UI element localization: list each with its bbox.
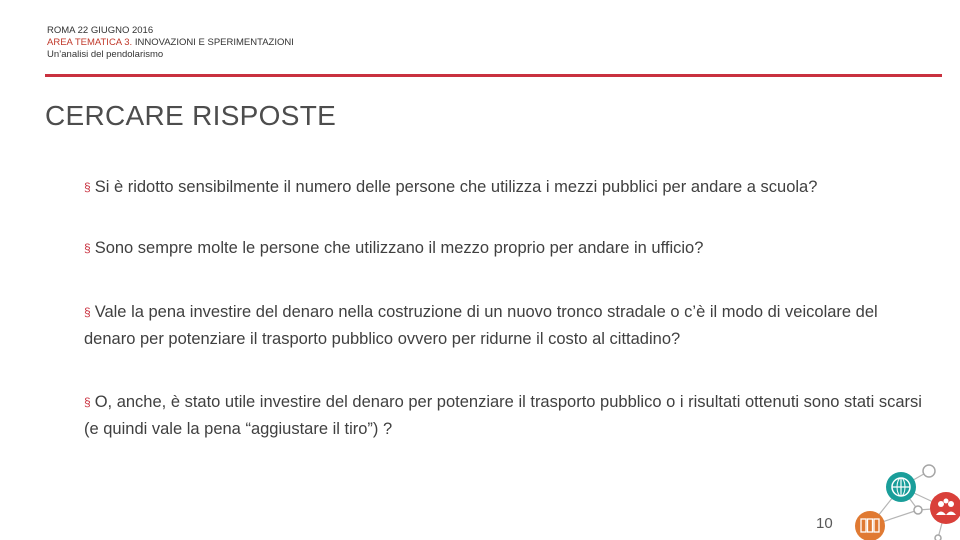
globe-icon	[886, 472, 916, 502]
slide-header	[47, 25, 294, 61]
bullet-marker: §	[84, 180, 91, 194]
bullet-item	[84, 389, 924, 442]
books-icon	[855, 511, 885, 540]
bullet-marker: §	[84, 395, 91, 409]
page-number: 10	[816, 515, 833, 532]
bullet-marker: §	[84, 241, 91, 255]
header-date: ROMA 22 GIUGNO 2016	[47, 25, 154, 36]
network-node	[923, 465, 935, 477]
network-node	[914, 506, 922, 514]
bullet-item	[84, 235, 924, 262]
bullet-text: Sono sempre molte le persone che utilizzano il mezzo proprio per andare in ufficio?	[94, 239, 704, 257]
bullet-item	[84, 174, 924, 201]
network-node	[935, 535, 941, 540]
bullet-item	[84, 299, 924, 352]
network-decoration	[850, 460, 960, 540]
header-divider	[45, 74, 942, 77]
header-area-rest: INNOVAZIONI E SPERIMENTAZIONI	[132, 37, 294, 48]
bullet-text: O, anche, è stato utile investire del denaro per potenziare il trasporto pubblico o i risultati ottenuti sono stati scarsi (e quindi vale la pena “aggiustare il tiro”) ?	[84, 393, 922, 438]
bullet-marker: §	[84, 305, 91, 319]
header-area-prefix: AREA TEMATICA 3.	[47, 37, 133, 48]
header-subtitle: Un’analisi del pendolarismo	[47, 49, 164, 60]
bullet-text: Si è ridotto sensibilmente il numero delle persone che utilizza i mezzi pubblici per andare a scuola?	[94, 178, 818, 196]
bullet-text: Vale la pena investire del denaro nella costruzione di un nuovo tronco stradale o c’è il modo di veicolare del denaro per potenziare il trasporto pubblico ovvero per ridurne il costo al cittadino?	[84, 303, 878, 348]
people-icon	[930, 492, 960, 524]
header-area	[47, 37, 294, 49]
slide-title: CERCARE RISPOSTE	[45, 100, 337, 131]
